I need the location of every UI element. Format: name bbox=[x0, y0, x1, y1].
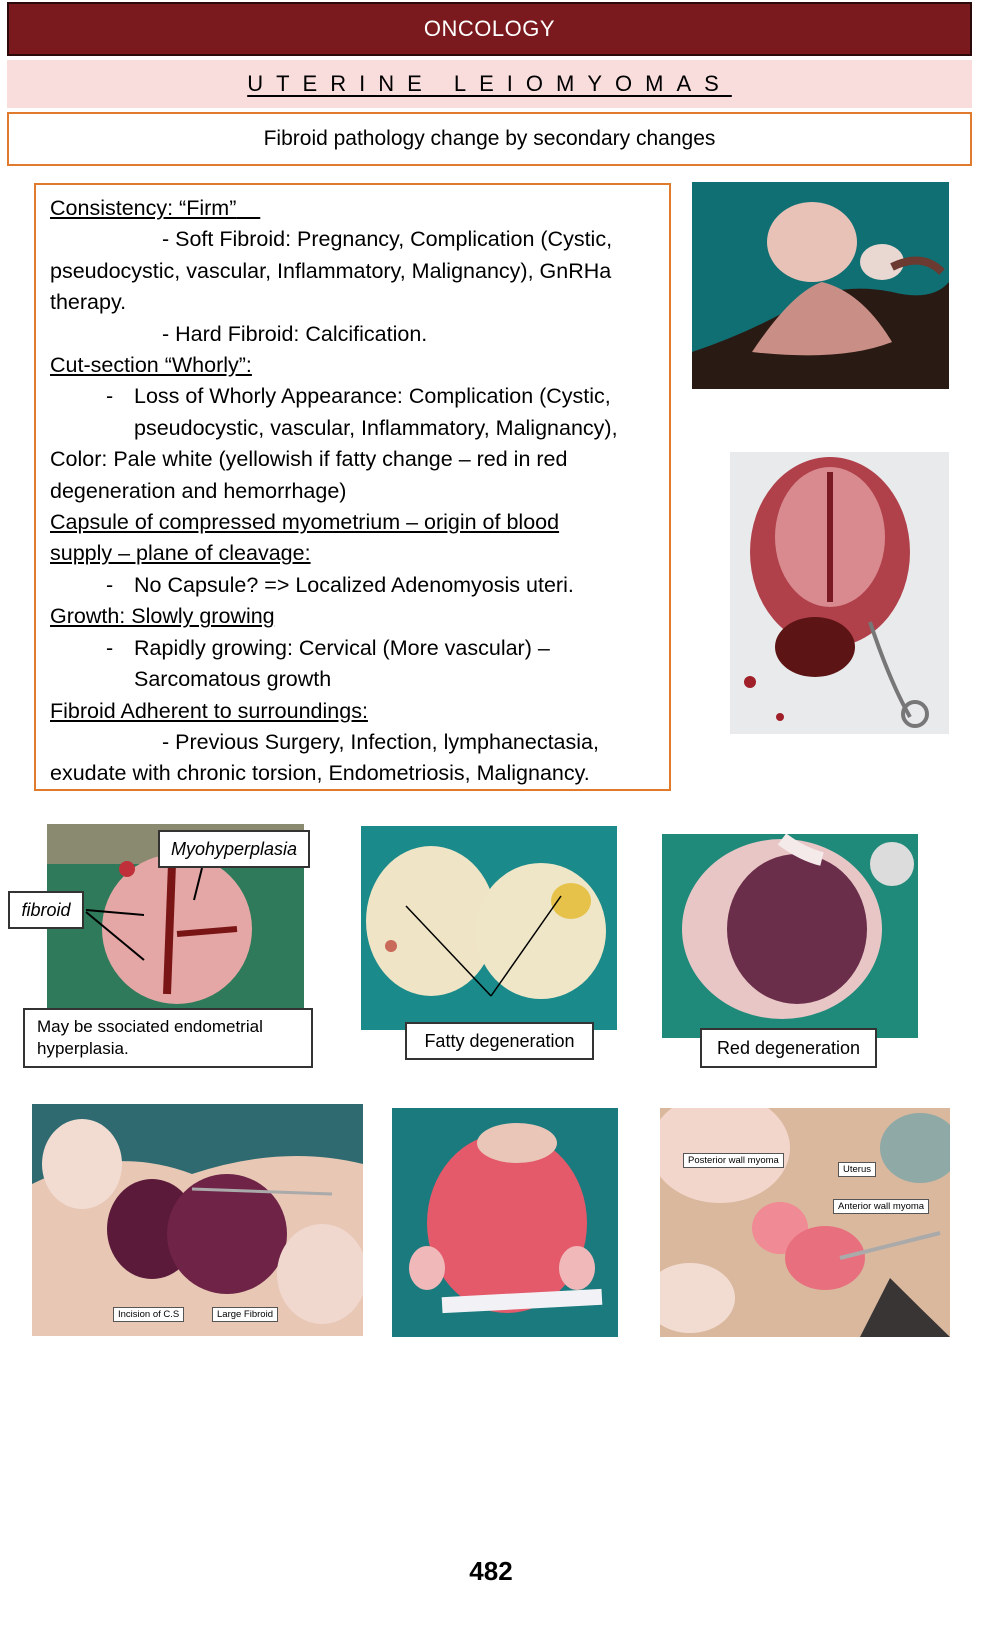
capsule-heading-2: supply – plane of cleavage: bbox=[50, 541, 311, 566]
list-item: - No Capsule? => Localized Adenomyosis uteri. bbox=[50, 570, 655, 601]
red-degeneration-label: Red degeneration bbox=[700, 1028, 877, 1068]
large-fibroid-label: Large Fibroid bbox=[212, 1307, 278, 1322]
red-degeneration-photo bbox=[662, 834, 918, 1038]
fatty-degeneration-label: Fatty degeneration bbox=[405, 1022, 594, 1060]
page-subtitle: Fibroid pathology change by secondary changes bbox=[263, 127, 716, 150]
section-header bbox=[7, 2, 972, 56]
endometrial-caption: May be ssociated endometrial hyperplasia. bbox=[23, 1008, 313, 1068]
capsule-heading: Capsule of compressed myometrium – origin of blood bbox=[50, 510, 560, 535]
hard-fibroid-line: - Hard Fibroid: Calcification. bbox=[162, 321, 428, 346]
specimen-photo-2 bbox=[730, 452, 949, 734]
fibroid-specimen-photo bbox=[392, 1108, 618, 1337]
section-title: ONCOLOGY bbox=[423, 16, 556, 41]
subtitle-box bbox=[7, 112, 972, 166]
list-item: - Loss of Whorly Appearance: Complication (Cystic, bbox=[50, 381, 655, 412]
posterior-wall-label: Posterior wall myoma bbox=[683, 1153, 784, 1168]
caesarean-photo bbox=[32, 1104, 363, 1336]
specimen-photo-1 bbox=[692, 182, 949, 389]
cut-section-heading: Cut-section “Whorly”: bbox=[50, 353, 252, 378]
anterior-wall-label: Anterior wall myoma bbox=[833, 1199, 929, 1214]
soft-fibroid-line-2: pseudocystic, vascular, Inflammatory, Malignancy), GnRHa bbox=[50, 258, 612, 283]
adherent-heading: Fibroid Adherent to surroundings: bbox=[50, 698, 368, 723]
pathology-text-box bbox=[34, 183, 671, 791]
loss-whorly-line: Loss of Whorly Appearance: Complication (Cystic, bbox=[134, 384, 611, 409]
list-item: - Rapidly growing: Cervical (More vascular) – bbox=[50, 633, 655, 664]
annotation-arrows bbox=[84, 860, 234, 980]
soft-fibroid-line: - Soft Fibroid: Pregnancy, Complication (Cystic, bbox=[162, 227, 613, 252]
adherent-line-2: exudate with chronic torsion, Endometriosis, Malignancy. bbox=[50, 761, 590, 786]
consistency-heading: Consistency: “Firm” bbox=[50, 196, 237, 220]
color-line: Color: Pale white (yellowish if fatty change – red in red bbox=[50, 447, 568, 472]
growth-heading: Growth: Slowly growing bbox=[50, 604, 275, 629]
page-number: 482 bbox=[469, 1556, 513, 1586]
color-line-2: degeneration and hemorrhage) bbox=[50, 478, 347, 503]
soft-fibroid-line-3: therapy. bbox=[50, 290, 127, 315]
title-band bbox=[7, 60, 972, 108]
surgical-myoma-photo bbox=[660, 1108, 950, 1337]
rapid-growth-line-2: Sarcomatous growth bbox=[134, 667, 332, 692]
rapid-growth-line: Rapidly growing: Cervical (More vascular) – bbox=[134, 635, 550, 660]
no-capsule-line: No Capsule? => Localized Adenomyosis uteri. bbox=[134, 572, 574, 597]
loss-whorly-line-2: pseudocystic, vascular, Inflammatory, Malignancy), bbox=[134, 415, 618, 440]
fatty-degeneration-photo bbox=[361, 826, 617, 1030]
adherent-line: - Previous Surgery, Infection, lymphanectasia, bbox=[162, 729, 599, 754]
myohyperplasia-label: Myohyperplasia bbox=[158, 830, 310, 868]
uterus-label: Uterus bbox=[838, 1162, 876, 1177]
page-title: UTERINE LEIOMYOMAS bbox=[247, 71, 732, 96]
fibroid-label: fibroid bbox=[8, 891, 84, 929]
incision-label: Incision of C.S bbox=[113, 1307, 184, 1322]
